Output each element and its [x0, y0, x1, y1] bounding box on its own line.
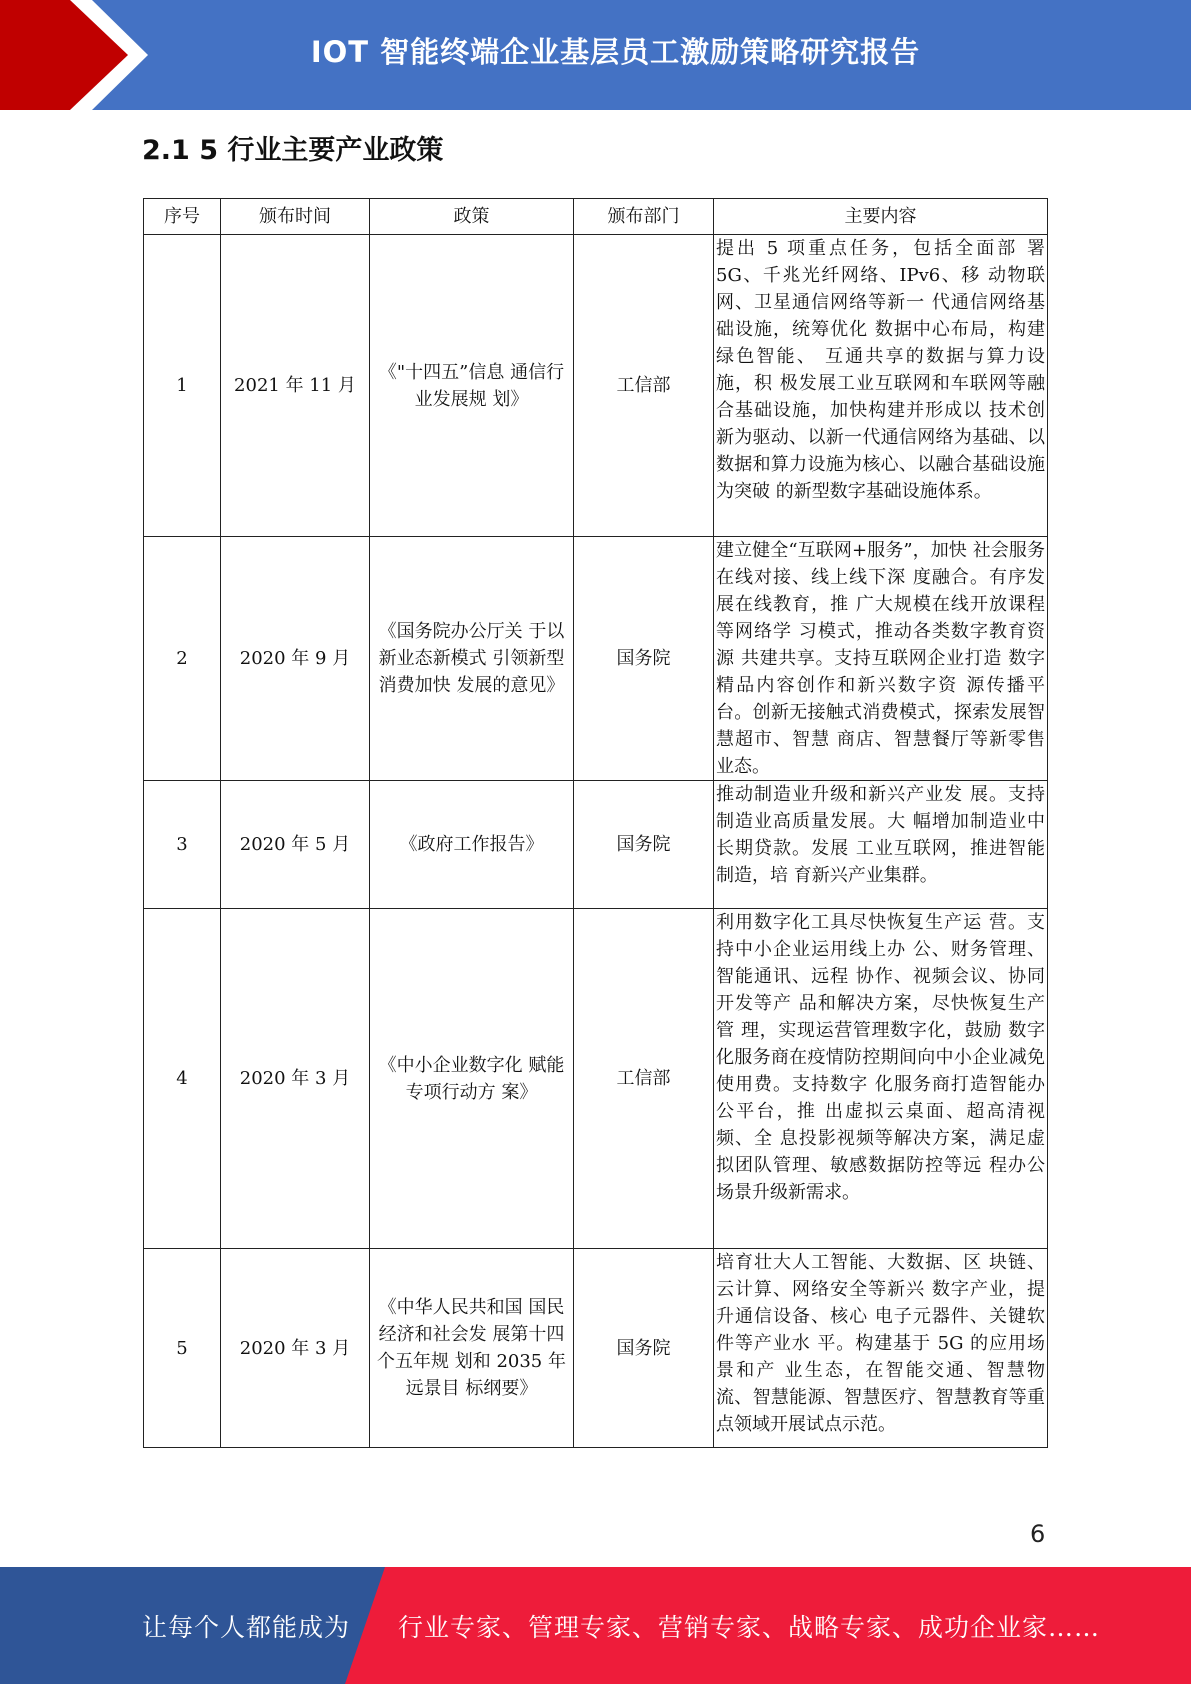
cell-number: 4 [144, 909, 221, 1249]
table-row [144, 1249, 1048, 1448]
footer-slogan-left: 让每个人都能成为 [142, 1612, 351, 1642]
column-header-department: 颁布部门 [574, 199, 714, 235]
cell-content: 提出 5 项重点任务，包括全面部 署 5G、千兆光纤网络、IPv6、移 动物联网、卫星通信网络等新一 代通信网络基础设施，统筹优化 数据中心布局，构建绿色智能、 互通共享的数据与算力设施，积 极发展工业互联网和车联网等融 合基础设施，加快构建并形成以 技术创新为驱动、以新一代通信网络为基础、以数据和算力设施为核心、以融合基础设施为突破 的新型数字基础设施体系。 [714, 235, 1048, 537]
cell-policy: 《"十四五”信息 通信行业发展规 划》 [370, 235, 574, 537]
cell-department: 国务院 [574, 1249, 714, 1448]
page-header [0, 0, 1191, 110]
section-heading: 2.1 5 行业主要产业政策 [142, 135, 444, 166]
cell-policy: 《政府工作报告》 [370, 781, 574, 909]
cell-date: 2020 年 5 月 [221, 781, 370, 909]
report-title: IOT 智能终端企业基层员工激励策略研究报告 [310, 34, 921, 69]
cell-date: 2021 年 11 月 [221, 235, 370, 537]
column-header-content: 主要内容 [714, 199, 1048, 235]
column-header-number: 序号 [144, 199, 221, 235]
policy-table [143, 198, 1048, 1448]
cell-date: 2020 年 3 月 [221, 1249, 370, 1448]
cell-number: 5 [144, 1249, 221, 1448]
cell-policy: 《国务院办公厅关 于以新业态新模式 引领新型消费加快 发展的意见》 [370, 537, 574, 781]
cell-content: 推动制造业升级和新兴产业发 展。支持制造业高质量发展。大 幅增加制造业中长期贷款。发展 工业互联网，推进智能制造，培 育新兴产业集群。 [714, 781, 1048, 909]
table-row [144, 781, 1048, 909]
table-row [144, 909, 1048, 1249]
cell-number: 1 [144, 235, 221, 537]
cell-policy: 《中华人民共和国 国民经济和社会发 展第十四个五年规 划和 2035 年远景目 标纲要》 [370, 1249, 574, 1448]
column-header-policy: 政策 [370, 199, 574, 235]
cell-department: 国务院 [574, 537, 714, 781]
table-header-row [144, 199, 1048, 235]
cell-department: 工信部 [574, 235, 714, 537]
cell-content: 培育壮大人工智能、大数据、区 块链、云计算、网络安全等新兴 数字产业，提升通信设备、核心 电子元器件、关键软件等产业水 平。构建基于 5G 的应用场景和产 业生态，在智能交通、智慧物 流、智慧能源、智慧医疗、智慧教育等重点领域开展试点示范。 [714, 1249, 1048, 1448]
footer-slogan-right: 行业专家、管理专家、营销专家、战略专家、成功企业家…… [398, 1612, 1101, 1642]
cell-number: 3 [144, 781, 221, 909]
cell-policy: 《中小企业数字化 赋能专项行动方 案》 [370, 909, 574, 1249]
page-footer [0, 1567, 1191, 1684]
cell-content: 利用数字化工具尽快恢复生产运 营。支持中小企业运用线上办 公、财务管理、智能通讯、远程 协作、视频会议、协同开发等产 品和解决方案，尽快恢复生产管 理，实现运营管理数字化，鼓励 数字化服务商在疫情防控期间向中小企业减免使用费。支持数字 化服务商打造智能办公平台，推 出虚拟云桌面、超高清视频、全 息投影视频等解决方案，满足虚 拟团队管理、敏感数据防控等远 程办公场景升级新需求。 [714, 909, 1048, 1249]
cell-content: 建立健全“互联网+服务”，加快 社会服务在线对接、线上线下深 度融合。有序发展在线教育，推 广大规模在线开放课程等网络学 习模式，推动各类数字教育资源 共建共享。支持互联网企业打造 数字精品内容创作和新兴数字资 源传播平台。创新无接触式消费模式，探索发展智慧超市、智慧 商店、智慧餐厅等新零售业态。 [714, 537, 1048, 781]
cell-number: 2 [144, 537, 221, 781]
cell-date: 2020 年 9 月 [221, 537, 370, 781]
table-row [144, 235, 1048, 537]
table-row [144, 537, 1048, 781]
cell-department: 国务院 [574, 781, 714, 909]
cell-department: 工信部 [574, 909, 714, 1249]
column-header-date: 颁布时间 [221, 199, 370, 235]
page-number: 6 [1030, 1520, 1046, 1548]
cell-date: 2020 年 3 月 [221, 909, 370, 1249]
